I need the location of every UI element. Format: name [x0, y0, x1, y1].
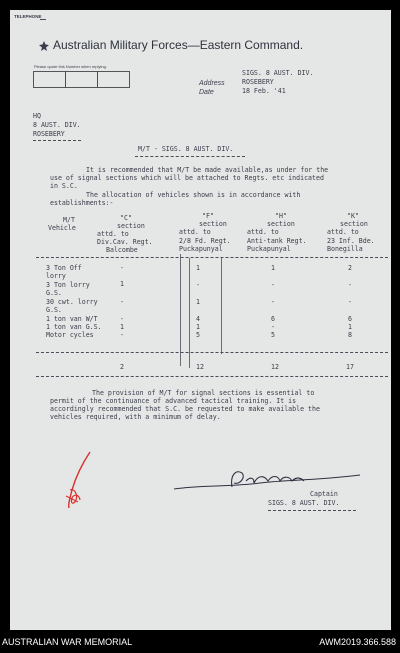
col-header-c-2: section	[117, 222, 145, 230]
cell-c: -	[120, 264, 124, 272]
reference-number-box	[33, 71, 130, 88]
date-label: Date	[199, 89, 214, 96]
document-page	[10, 10, 391, 630]
row-vehicle: 1 ton van G.S.	[46, 323, 102, 331]
col-header-h-1: "H"	[275, 212, 287, 220]
table-total-rule	[36, 352, 388, 353]
table-bottom-rule	[36, 376, 388, 377]
col-header-k-2: section	[340, 220, 368, 228]
cell-f: 4	[196, 315, 200, 323]
signatory-underline	[268, 510, 356, 511]
cell-h: 5	[271, 331, 275, 339]
footer-accession-number: AWM2019.366.588	[319, 637, 396, 647]
col-header-vehicle-1: M/T	[63, 216, 75, 224]
recipient-line-2: 8 AUST. DIV.	[33, 121, 81, 129]
cell-h: 6	[271, 315, 275, 323]
total-c: 2	[120, 363, 124, 371]
cell-f: 1	[196, 323, 200, 331]
telephone-rule	[40, 19, 46, 20]
col-header-f-3: attd. to	[179, 228, 211, 236]
quote-instruction: Please quote this Number when replying.	[34, 64, 107, 69]
col-header-h-2: section	[267, 220, 295, 228]
address-line-1: SIGS. 8 AUST. DIV.	[242, 69, 314, 77]
cell-c: 1	[120, 280, 124, 288]
row-vehicle: 30 cwt. lorry	[46, 298, 98, 306]
col-header-c-3: attd. to	[97, 230, 129, 238]
cell-h: -	[271, 323, 275, 331]
reference-box-divider	[65, 71, 66, 87]
body-para1-line1: It is recommended that M/T be made available,as under for the	[86, 166, 329, 174]
cell-k: 8	[348, 331, 352, 339]
closing-line-3: accordingly recommended that S.C. be requested to make available the	[50, 405, 320, 413]
row-vehicle-sub: G.S.	[46, 306, 62, 314]
closing-line-1: The provision of M/T for signal sections is essential to	[92, 389, 315, 397]
row-vehicle-sub: G.S.	[46, 289, 62, 297]
cell-h: -	[271, 281, 275, 289]
total-f: 12	[196, 363, 204, 371]
col-header-f-2: section	[199, 220, 227, 228]
cell-c: -	[120, 315, 124, 323]
subject-underline	[135, 156, 245, 157]
recipient-underline	[33, 140, 81, 141]
signatory-rank: Captain	[310, 490, 338, 498]
col-header-h-4: Anti-tank Regt.	[247, 237, 307, 245]
col-header-f-4: 2/8 Fd. Regt.	[179, 237, 231, 245]
col-header-h-3: attd. to	[247, 228, 279, 236]
body-para1-line3: in S.C.	[50, 182, 78, 190]
cell-c: 1	[120, 323, 124, 331]
cell-c: -	[120, 331, 124, 339]
table-column-rule	[221, 258, 222, 354]
cell-f: -	[196, 281, 200, 289]
crest-icon	[38, 40, 50, 52]
cell-k: 2	[348, 264, 352, 272]
cell-k: -	[348, 281, 352, 289]
body-para2-line1: The allocation of vehicles shown is in accordance with	[86, 191, 301, 199]
signatory-unit: SIGS. 8 AUST. DIV.	[268, 499, 340, 507]
telephone-label: TELEPHONE	[14, 14, 42, 19]
cell-h: -	[271, 298, 275, 306]
total-k: 17	[346, 363, 354, 371]
cell-k: 1	[348, 323, 352, 331]
cell-h: 1	[271, 264, 275, 272]
recipient-line-1: HQ	[33, 112, 41, 120]
table-top-rule	[36, 257, 388, 258]
col-header-c-5: Balcombe	[106, 246, 138, 254]
table-column-rule	[180, 254, 181, 366]
row-vehicle-sub: lorry	[46, 272, 66, 280]
cell-f: 1	[196, 298, 200, 306]
handwritten-signature	[170, 465, 370, 495]
address-line-2: ROSEBERY	[242, 78, 274, 86]
address-label: Address	[199, 80, 225, 87]
cell-f: 1	[196, 264, 200, 272]
cell-k: -	[348, 298, 352, 306]
date-value: 18 Feb. '41	[242, 87, 286, 95]
row-vehicle: Motor cycles	[46, 331, 94, 339]
cell-f: 5	[196, 331, 200, 339]
body-para2-line2: establishments:-	[50, 199, 114, 207]
closing-line-4: vehicles required, with a minimum of delay.	[50, 413, 221, 421]
cell-k: 6	[348, 315, 352, 323]
col-header-c-1: "C"	[120, 214, 132, 222]
red-pencil-mark	[60, 450, 100, 510]
reference-box-divider	[97, 71, 98, 87]
col-header-f-1: "F"	[202, 212, 214, 220]
row-vehicle: 3 Ton lorry	[46, 281, 90, 289]
col-header-h-5: Puckapunyal	[247, 245, 291, 253]
letterhead-title: Australian Military Forces—Eastern Command.	[53, 38, 304, 52]
col-header-k-5: Bonegilla	[327, 245, 363, 253]
col-header-c-4: Div.Cav. Regt.	[97, 238, 153, 246]
subject: M/T - SIGS. 8 AUST. DIV.	[138, 145, 234, 153]
total-h: 12	[271, 363, 279, 371]
body-para1-line2: use of signal sections which will be attached to Regts. etc indicated	[50, 174, 324, 182]
footer-archive-name: AUSTRALIAN WAR MEMORIAL	[2, 637, 133, 647]
row-vehicle: 3 Ton Off	[46, 264, 82, 272]
col-header-k-4: 23 Inf. Bde.	[327, 237, 375, 245]
col-header-f-5: Puckapunyal	[179, 245, 223, 253]
col-header-k-3: attd. to	[327, 228, 359, 236]
closing-line-2: permit of the continuance of advanced tactical training. It is	[50, 397, 297, 405]
recipient-line-3: ROSEBERY	[33, 130, 65, 138]
row-vehicle: 1 ton van W/T	[46, 315, 98, 323]
col-header-k-1: "K"	[347, 212, 359, 220]
col-header-vehicle-2: Vehicle	[48, 224, 76, 232]
cell-c: -	[120, 298, 124, 306]
